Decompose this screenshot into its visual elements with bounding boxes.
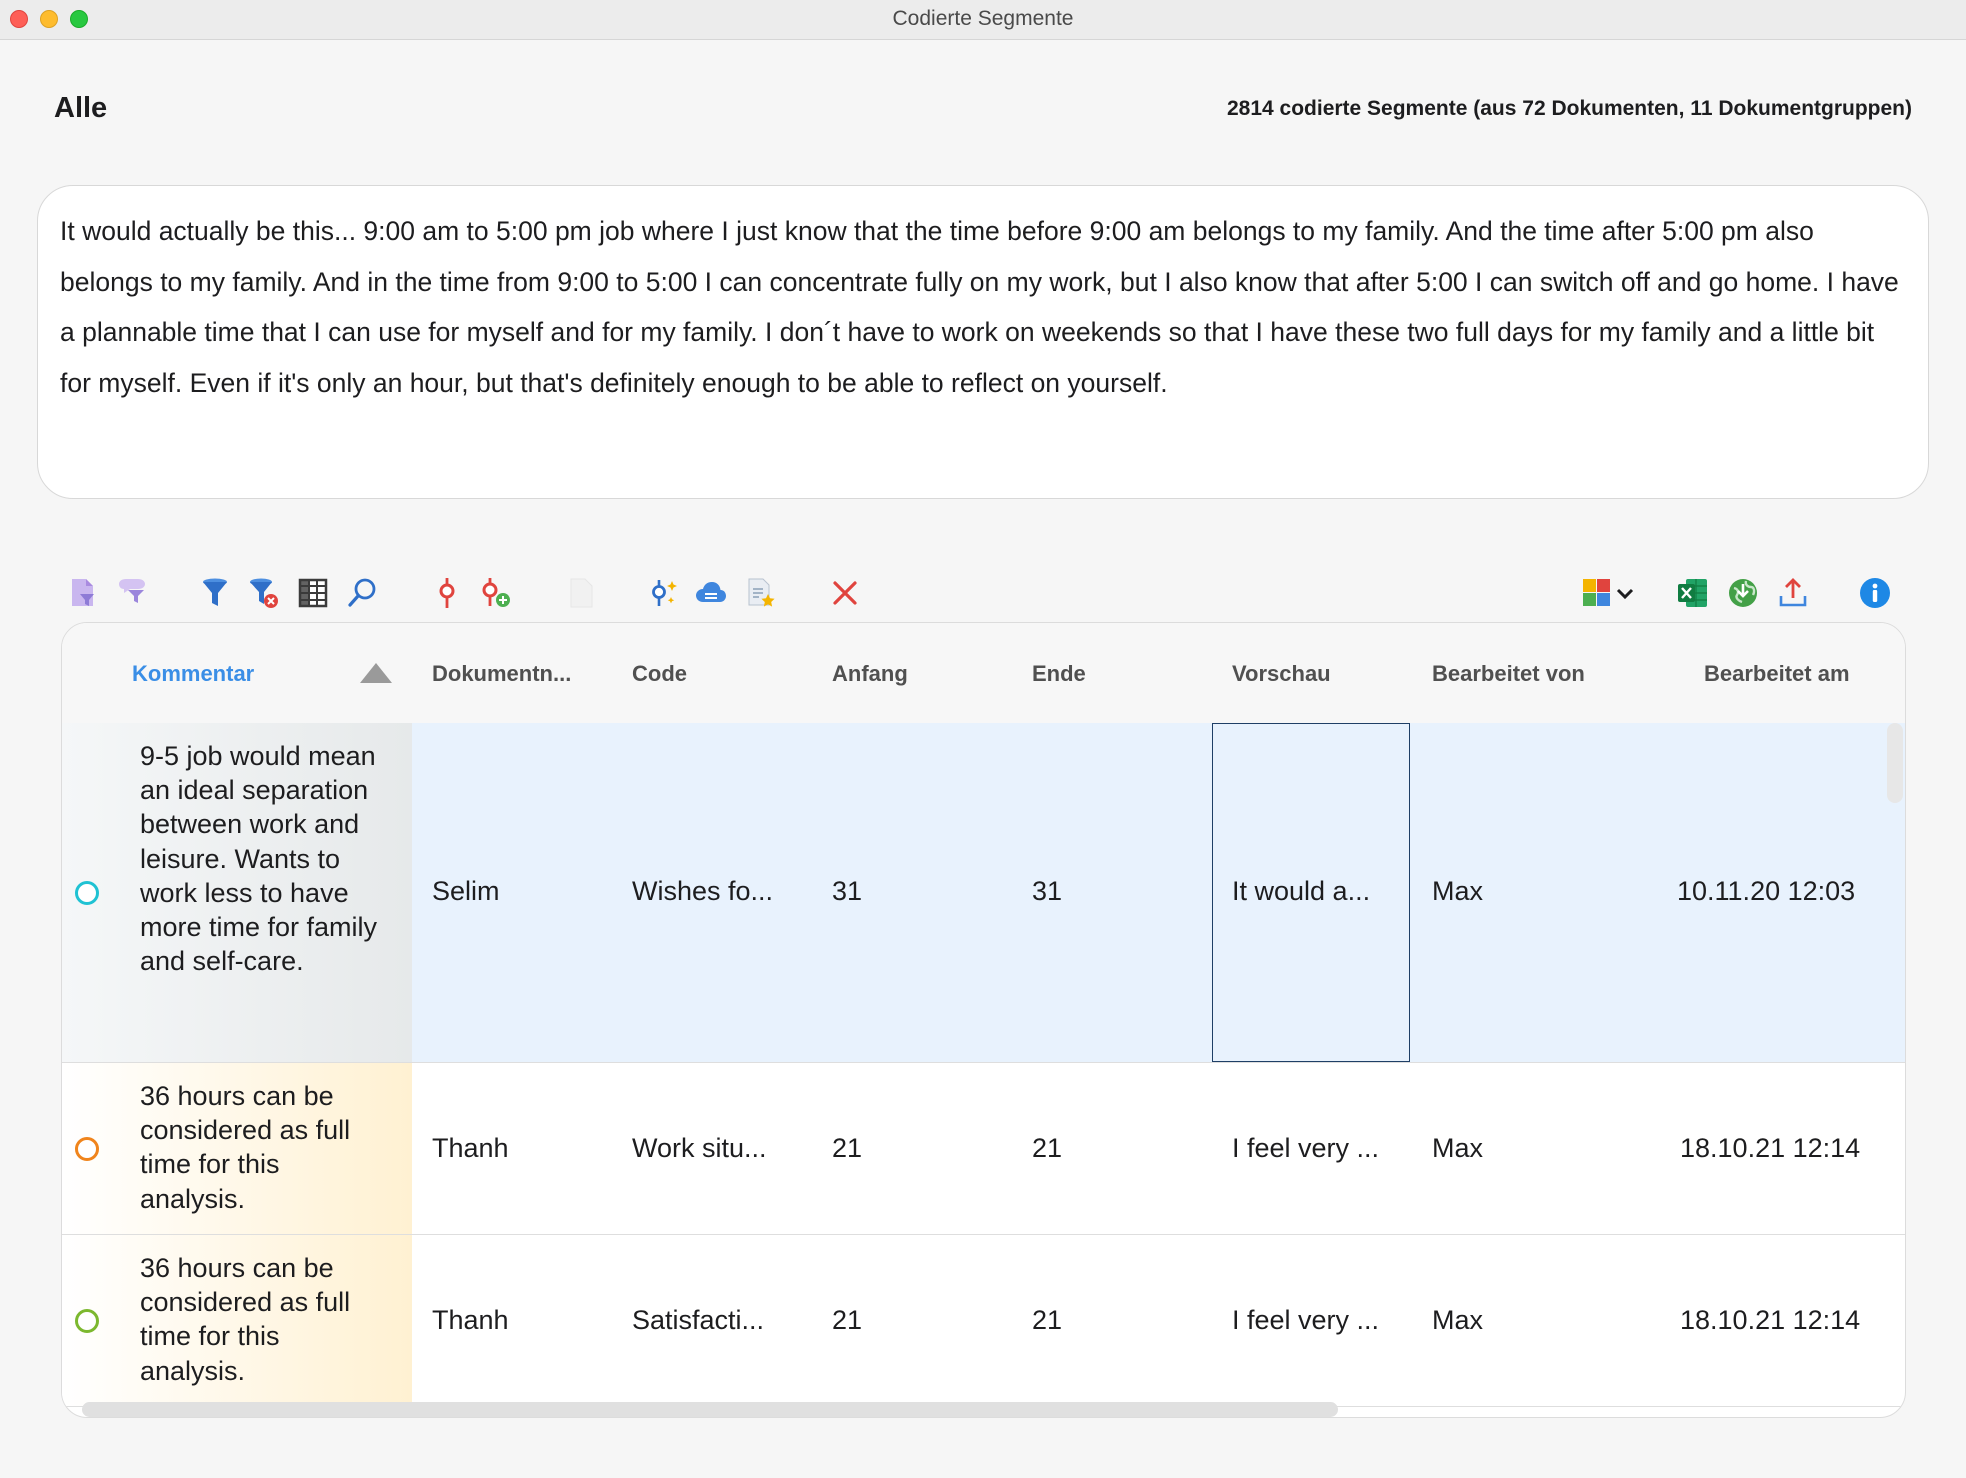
column-header-anfang[interactable]: Anfang [832, 661, 908, 686]
column-header-bearbeitet-am[interactable]: Bearbeitet am [1704, 661, 1850, 686]
comment-text: 36 hours can be considered as full time for this analysis. [140, 1081, 351, 1214]
sort-ascending-icon[interactable] [360, 663, 392, 683]
start-cell[interactable]: 21 [832, 1133, 863, 1163]
code-cell[interactable]: Satisfacti... [632, 1305, 765, 1335]
blank-document-icon[interactable] [562, 574, 600, 612]
preview-cell[interactable]: I feel very ... [1232, 1133, 1380, 1163]
vertical-scrollbar[interactable] [1887, 723, 1903, 803]
end-cell[interactable]: 31 [1032, 876, 1063, 906]
table-row[interactable] [62, 723, 1906, 1063]
column-header-vorschau[interactable]: Vorschau [1232, 661, 1331, 686]
comment-cell[interactable] [62, 1235, 412, 1406]
column-header-ende[interactable]: Ende [1032, 661, 1086, 686]
window-title: Codierte Segmente [892, 7, 1074, 30]
code-color-circle-icon [75, 1309, 99, 1333]
edited-by-cell[interactable]: Max [1432, 1133, 1484, 1163]
document-filter-icon[interactable] [64, 574, 102, 612]
code-cell[interactable]: Wishes fo... [632, 876, 774, 906]
end-cell[interactable]: 21 [1032, 1133, 1063, 1163]
edited-by-cell[interactable]: Max [1432, 876, 1484, 906]
comment-text: 9-5 job would mean an ideal separation between work and leisure. Wants to work less to have more time for family and self-care. [140, 741, 378, 977]
edited-at-cell[interactable]: 10.11.20 12:03 [1677, 876, 1856, 906]
preview-cell[interactable]: It would a... [1232, 876, 1371, 906]
excel-export-icon[interactable] [1674, 574, 1712, 612]
code-color-circle-icon [75, 881, 99, 905]
edited-at-cell[interactable]: 18.10.21 12:14 [1680, 1305, 1861, 1335]
table-row[interactable] [62, 1063, 1906, 1235]
comment-cell[interactable] [62, 723, 412, 1062]
document-name-cell[interactable]: Selim [432, 876, 500, 906]
column-header-dokumentname[interactable]: Dokumentn... [432, 661, 572, 686]
toolbar [62, 570, 1912, 618]
info-icon[interactable] [1856, 574, 1894, 612]
comment-cell[interactable] [62, 1063, 412, 1234]
column-header-code[interactable]: Code [632, 661, 687, 686]
columns-icon[interactable] [294, 574, 332, 612]
filter-icon[interactable] [196, 574, 234, 612]
edited-at-cell[interactable]: 18.10.21 12:14 [1680, 1133, 1861, 1163]
table-row[interactable] [62, 1235, 1906, 1407]
document-name-cell[interactable]: Thanh [432, 1305, 509, 1335]
delete-icon[interactable] [826, 574, 864, 612]
column-header-bearbeitet-von[interactable]: Bearbeitet von [1432, 661, 1585, 686]
web-export-icon[interactable] [1724, 574, 1762, 612]
segment-preview-text: It would actually be this... 9:00 am to 5:00 pm job where I just know that the time before 9:00 am belongs to my family. And the time after 5:00 pm also belongs to my family. And in the time from 9:00 to 5:00 I can concentrate fully on my work, but I also know that after 5:00 I can switch off and go home. I have a plannable time that I can use for myself and for my family. I don´t have to work on weekends so that I have these two full days for my family and a little bit for myself. Even if it's only an hour, but that's definitely enough to be able to reflect on yourself. [60, 216, 1899, 398]
favorite-document-icon[interactable] [742, 574, 780, 612]
smart-coding-icon[interactable] [644, 574, 682, 612]
coded-segments-table [61, 622, 1906, 1418]
end-cell[interactable]: 21 [1032, 1305, 1063, 1335]
export-icon[interactable] [1774, 574, 1812, 612]
column-header-kommentar[interactable]: Kommentar [132, 661, 255, 686]
title-bar [0, 0, 1966, 40]
preview-cell[interactable]: I feel very ... [1232, 1305, 1380, 1335]
start-cell[interactable]: 21 [832, 1305, 863, 1335]
edited-by-cell[interactable]: Max [1432, 1305, 1484, 1335]
segment-preview-box[interactable] [37, 185, 1929, 499]
horizontal-scrollbar[interactable] [82, 1402, 1338, 1417]
remove-filter-icon[interactable] [244, 574, 282, 612]
memo-filter-icon[interactable] [114, 574, 152, 612]
search-icon[interactable] [344, 574, 382, 612]
scope-title: Alle [54, 92, 108, 124]
code-cell[interactable]: Work situ... [632, 1133, 767, 1163]
start-cell[interactable]: 31 [832, 876, 863, 906]
view-options-icon[interactable] [1580, 574, 1642, 612]
document-name-cell[interactable]: Thanh [432, 1133, 509, 1163]
code-color-circle-icon [75, 1137, 99, 1161]
cloud-icon[interactable] [692, 574, 730, 612]
table-header [62, 623, 1905, 723]
comment-text: 36 hours can be considered as full time for this analysis. [140, 1253, 351, 1386]
code-icon[interactable] [428, 574, 466, 612]
segment-summary: 2814 codierte Segmente (aus 72 Dokumenten, 11 Dokumentgruppen) [1226, 97, 1912, 120]
add-code-icon[interactable] [476, 574, 514, 612]
